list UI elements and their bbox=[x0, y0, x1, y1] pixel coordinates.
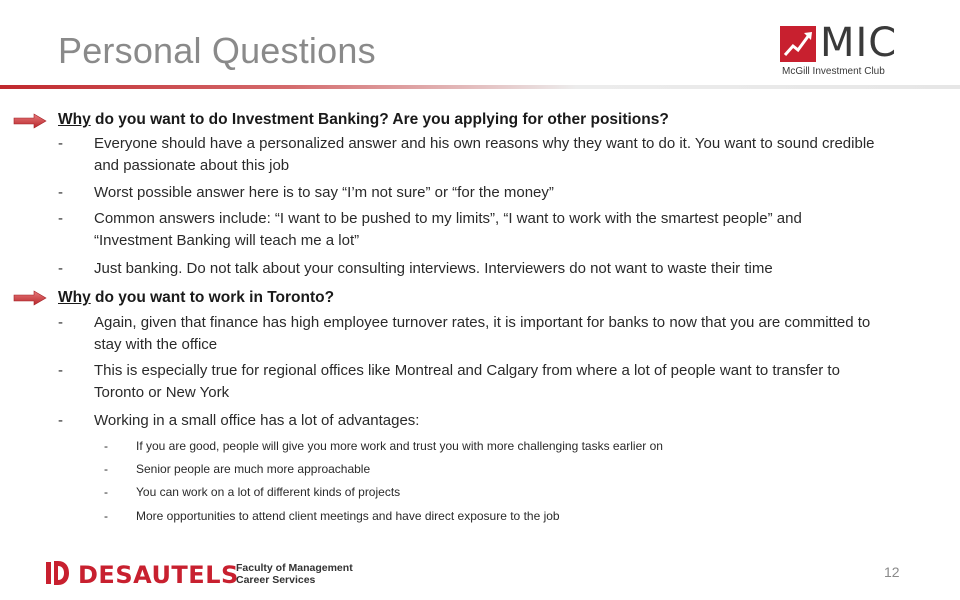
sub-bullet-item bbox=[104, 484, 400, 500]
sub-bullet-text: More opportunities to attend client meetings and have direct exposure to the job bbox=[136, 509, 560, 523]
sub-bullet-item bbox=[104, 438, 663, 454]
bullet-item bbox=[58, 258, 878, 280]
red-arrow-icon bbox=[12, 290, 48, 306]
bullet-text: Common answers include: “I want to be pushed to my limits”, “I want to work with the smartest people” and “Investment Banking will teach me a lot” bbox=[94, 210, 802, 249]
mic-logo bbox=[780, 20, 904, 82]
desautels-logo bbox=[44, 558, 364, 590]
desautels-mark-icon bbox=[44, 558, 70, 588]
faculty-label bbox=[236, 562, 353, 586]
bullet-item bbox=[58, 410, 878, 432]
bullet-dash: - bbox=[104, 439, 108, 453]
sub-bullet-text: If you are good, people will give you more work and trust you with more challenging tasks earlier on bbox=[136, 439, 663, 453]
bullet-text: Again, given that finance has high employee turnover rates, it is important for banks to now that you are committed to stay with the office bbox=[94, 314, 871, 353]
trend-arrow-icon bbox=[780, 26, 816, 62]
sub-bullet-text: Senior people are much more approachable bbox=[136, 462, 371, 476]
question-text: do you want to work in Toronto? bbox=[90, 289, 335, 306]
desautels-wordmark: DESAUTELS bbox=[78, 561, 239, 589]
bullet-dash: - bbox=[58, 260, 63, 277]
bullet-item bbox=[58, 182, 878, 204]
bullet-dash: - bbox=[58, 135, 63, 152]
question-heading bbox=[58, 289, 334, 307]
sub-bullet-text: You can work on a lot of different kinds of projects bbox=[136, 485, 401, 499]
question-lead-word: Why bbox=[58, 289, 91, 306]
bullet-item bbox=[58, 312, 878, 356]
question-heading bbox=[58, 111, 669, 129]
question-lead-word: Why bbox=[58, 111, 91, 128]
bullet-text: Worst possible answer here is to say “I’m not sure” or “for the money” bbox=[94, 184, 554, 201]
mic-logo-subtitle: McGill Investment Club bbox=[782, 66, 885, 77]
bullet-text: Working in a small office has a lot of advantages: bbox=[94, 412, 420, 429]
bullet-text: Everyone should have a personalized answer and his own reasons why they want to do it. You want to sound credible and passionate about this job bbox=[94, 135, 875, 174]
bullet-dash: - bbox=[58, 412, 63, 429]
bullet-dash: - bbox=[104, 485, 108, 499]
page-number: 12 bbox=[884, 564, 900, 580]
bullet-text: This is especially true for regional offices like Montreal and Calgary from where a lot of people want to transfer to Toronto or New York bbox=[94, 362, 840, 401]
title-divider bbox=[0, 85, 960, 89]
bullet-item bbox=[58, 208, 878, 252]
question-text: do you want to do Investment Banking? Are you applying for other positions? bbox=[90, 111, 669, 128]
bullet-dash: - bbox=[104, 509, 108, 523]
slide-title: Personal Questions bbox=[58, 30, 376, 71]
mic-logo-letters: MIC bbox=[820, 20, 898, 66]
bullet-dash: - bbox=[58, 210, 63, 227]
bullet-dash: - bbox=[58, 314, 63, 331]
bullet-dash: - bbox=[58, 362, 63, 379]
sub-bullet-item bbox=[104, 461, 370, 477]
faculty-line-2: Career Services bbox=[236, 574, 316, 586]
bullet-item bbox=[58, 133, 878, 177]
bullet-item bbox=[58, 360, 878, 404]
bullet-dash: - bbox=[58, 184, 63, 201]
faculty-line-1: Faculty of Management bbox=[236, 562, 353, 574]
red-arrow-icon bbox=[12, 113, 48, 129]
mic-logo-mark bbox=[780, 26, 816, 62]
sub-bullet-item bbox=[104, 508, 560, 524]
bullet-text: Just banking. Do not talk about your consulting interviews. Interviewers do not want to waste their time bbox=[94, 260, 773, 277]
bullet-dash: - bbox=[104, 462, 108, 476]
